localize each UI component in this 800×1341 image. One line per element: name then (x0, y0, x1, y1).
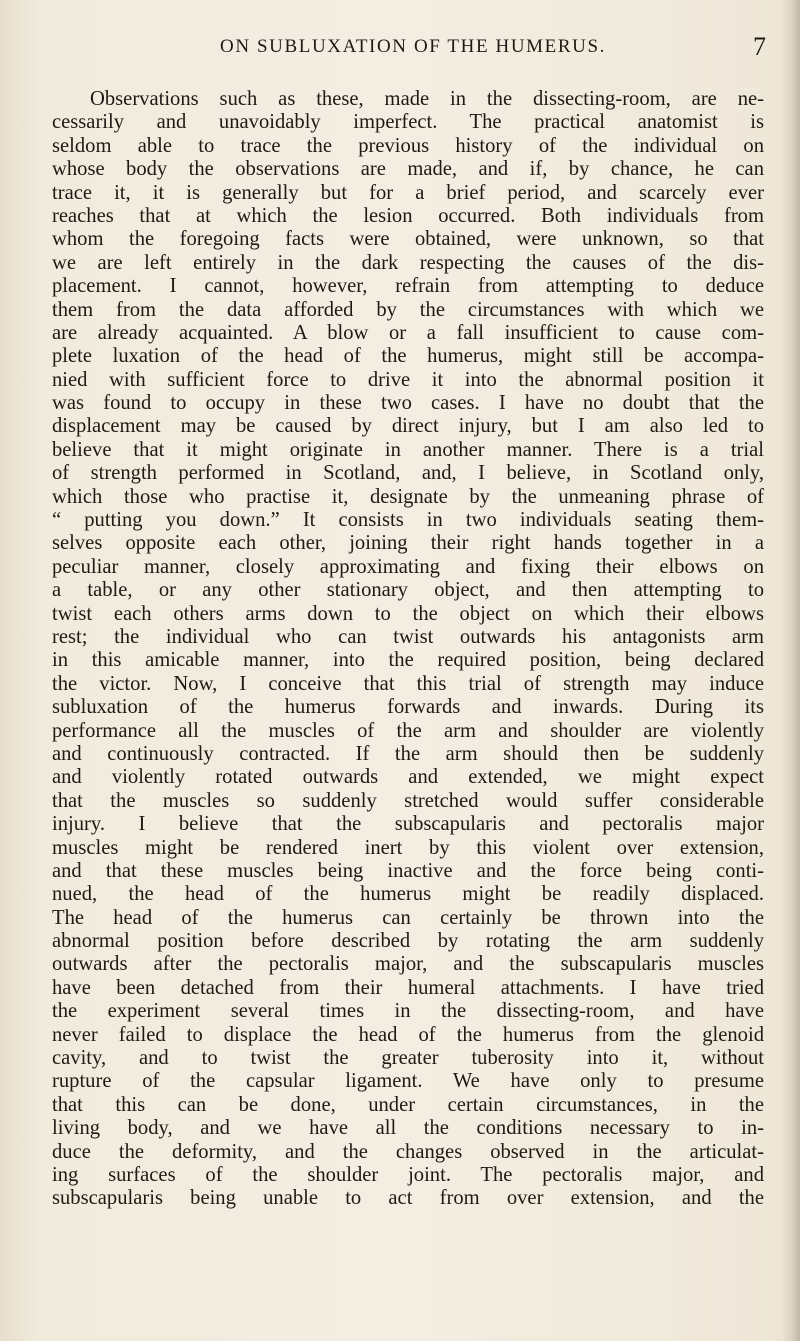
text-line: injury. I believe that the subscapularis and pectoralis major (52, 813, 764, 836)
text-line: subluxation of the humerus forwards and inwards. During its (52, 696, 764, 719)
text-line: rupture of the capsular ligament. We have only to presume (52, 1070, 764, 1093)
text-line: twist each others arms down to the object on which their elbows (52, 602, 764, 625)
text-line: performance all the muscles of the arm and shoulder are violently (52, 719, 764, 742)
text-line: of strength performed in Scotland, and, I believe, in Scotland only, (52, 462, 764, 485)
text-line: was found to occupy in these two cases. I have no doubt that the (52, 392, 764, 415)
spine-shadow (782, 0, 800, 1341)
text-line: are already acquainted. A blow or a fall insufficient to cause com- (52, 321, 764, 344)
text-line: living body, and we have all the conditions necessary to in- (52, 1117, 764, 1140)
text-line: never failed to displace the head of the humerus from the glenoid (52, 1023, 764, 1046)
text-line: and violently rotated outwards and extended, we might expect (52, 766, 764, 789)
text-line: and that these muscles being inactive and the force being conti- (52, 859, 764, 882)
text-line: nued, the head of the humerus might be readily displaced. (52, 883, 764, 906)
text-line: abnormal position before described by rotating the arm suddenly (52, 930, 764, 953)
text-line: cessarily and unavoidably imperfect. The practical anatomist is (52, 111, 764, 134)
text-line: the experiment several times in the dissecting-room, and have (52, 1000, 764, 1023)
text-line: whom the foregoing facts were obtained, were unknown, so that (52, 228, 764, 251)
page-number: 7 (753, 32, 766, 61)
text-line: that this can be done, under certain circumstances, in the (52, 1093, 764, 1116)
text-line: trace it, it is generally but for a brief period, and scarcely ever (52, 181, 764, 204)
text-line: have been detached from their humeral attachments. I have tried (52, 976, 764, 999)
text-line: believe that it might originate in another manner. There is a trial (52, 438, 764, 461)
text-line: subscapularis being unable to act from over extension, and the (52, 1187, 764, 1210)
page-header (60, 32, 766, 66)
text-line: ing surfaces of the shoulder joint. The pectoralis major, and (52, 1163, 764, 1186)
text-line: and continuously contracted. If the arm should then be suddenly (52, 742, 764, 765)
text-line: plete luxation of the head of the humerus, might still be accompa- (52, 345, 764, 368)
text-line: placement. I cannot, however, refrain from attempting to deduce (52, 275, 764, 298)
text-line: the victor. Now, I conceive that this trial of strength may induce (52, 672, 764, 695)
text-line: nied with sufficient force to drive it into the abnormal position it (52, 368, 764, 391)
running-head: ON SUBLUXATION OF THE HUMERUS. (220, 36, 606, 57)
text-line: a table, or any other stationary object, and then attempting to (52, 579, 764, 602)
text-line: duce the deformity, and the changes observed in the articulat- (52, 1140, 764, 1163)
text-line: whose body the observations are made, and if, by chance, he can (52, 158, 764, 181)
text-line: The head of the humerus can certainly be thrown into the (52, 906, 764, 929)
text-line: we are left entirely in the dark respecting the causes of the dis- (52, 251, 764, 274)
text-line: them from the data afforded by the circumstances with which we (52, 298, 764, 321)
text-line: Observations such as these, made in the dissecting-room, are ne- (90, 88, 764, 110)
text-line: that the muscles so suddenly stretched would suffer considerable (52, 789, 764, 812)
text-line: muscles might be rendered inert by this violent over extension, (52, 836, 764, 859)
text-line: reaches that at which the lesion occurred. Both individuals from (52, 204, 764, 227)
text-line: displacement may be caused by direct injury, but I am also led to (52, 415, 764, 438)
text-line: rest; the individual who can twist outwards his antagonists arm (52, 625, 764, 648)
text-line: which those who practise it, designate by the unmeaning phrase of (52, 485, 764, 508)
text-line: cavity, and to twist the greater tuberosity into it, without (52, 1047, 764, 1070)
text-line: selves opposite each other, joining their right hands together in a (52, 532, 764, 555)
text-line: in this amicable manner, into the required position, being declared (52, 649, 764, 672)
text-line: outwards after the pectoralis major, and the subscapularis muscles (52, 953, 764, 976)
text-line: peculiar manner, closely approximating and fixing their elbows on (52, 555, 764, 578)
text-line: seldom able to trace the previous history of the individual on (52, 134, 764, 157)
text-line: “ putting you down.” It consists in two individuals seating them- (52, 509, 764, 532)
body-text (52, 88, 764, 1211)
